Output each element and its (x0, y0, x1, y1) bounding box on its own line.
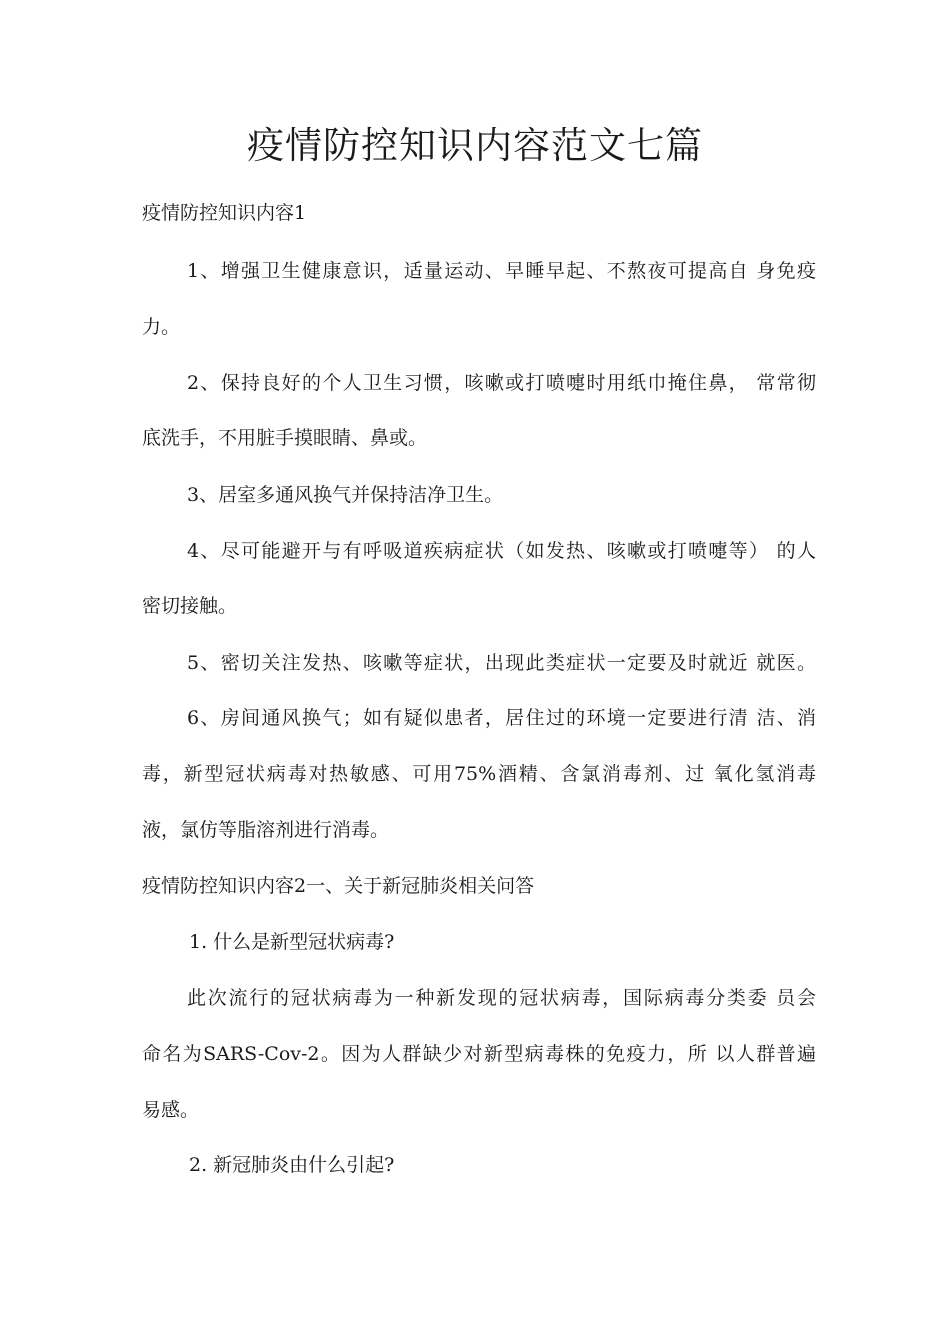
paragraph-line: 易感。 (142, 1099, 200, 1121)
document-title: 疫情防控知识内容范文七篇 (247, 124, 703, 167)
paragraph-line: 4、尽可能避开与有呼吸道疾病症状（如发热、咳嗽或打喷嚏等） 的人 (187, 540, 816, 562)
paragraph-line: 1、增强卫生健康意识，适量运动、早睡早起、不熬夜可提高自 身免疫 (187, 260, 816, 282)
paragraph-line: 5、密切关注发热、咳嗽等症状，出现此类症状一定要及时就近 就医。 (187, 652, 816, 674)
paragraph-line: 命名为SARS-Cov-2。因为人群缺少对新型病毒株的免疫力，所 以人群普遍 (142, 1043, 816, 1065)
paragraph-line: 力。 (142, 316, 181, 338)
question-heading: 2. 新冠肺炎由什么引起? (189, 1154, 395, 1176)
paragraph-line: 此次流行的冠状病毒为一种新发现的冠状病毒，国际病毒分类委 员会 (187, 987, 816, 1009)
paragraph-line: 液，氯仿等脂溶剂进行消毒。 (142, 819, 390, 841)
paragraph-line: 3、居室多通风换气并保持洁净卫生。 (187, 484, 504, 506)
paragraph-line: 6、房间通风换气；如有疑似患者，居住过的环境一定要进行清 洁、消 (187, 707, 816, 729)
paragraph-line: 密切接触。 (142, 595, 238, 617)
question-heading: 1. 什么是新型冠状病毒? (189, 931, 395, 953)
section-heading-1: 疫情防控知识内容1 (142, 202, 307, 224)
paragraph-line: 2、保持良好的个人卫生习惯，咳嗽或打喷嚏时用纸巾掩住鼻， 常常彻 (187, 372, 816, 394)
paragraph-line: 底洗手，不用脏手摸眼睛、鼻或。 (142, 427, 428, 449)
section-heading-2: 疫情防控知识内容2一、关于新冠肺炎相关问答 (142, 875, 535, 897)
paragraph-line: 毒，新型冠状病毒对热敏感、可用75%酒精、含氯消毒剂、过 氧化氢消毒 (142, 763, 816, 785)
